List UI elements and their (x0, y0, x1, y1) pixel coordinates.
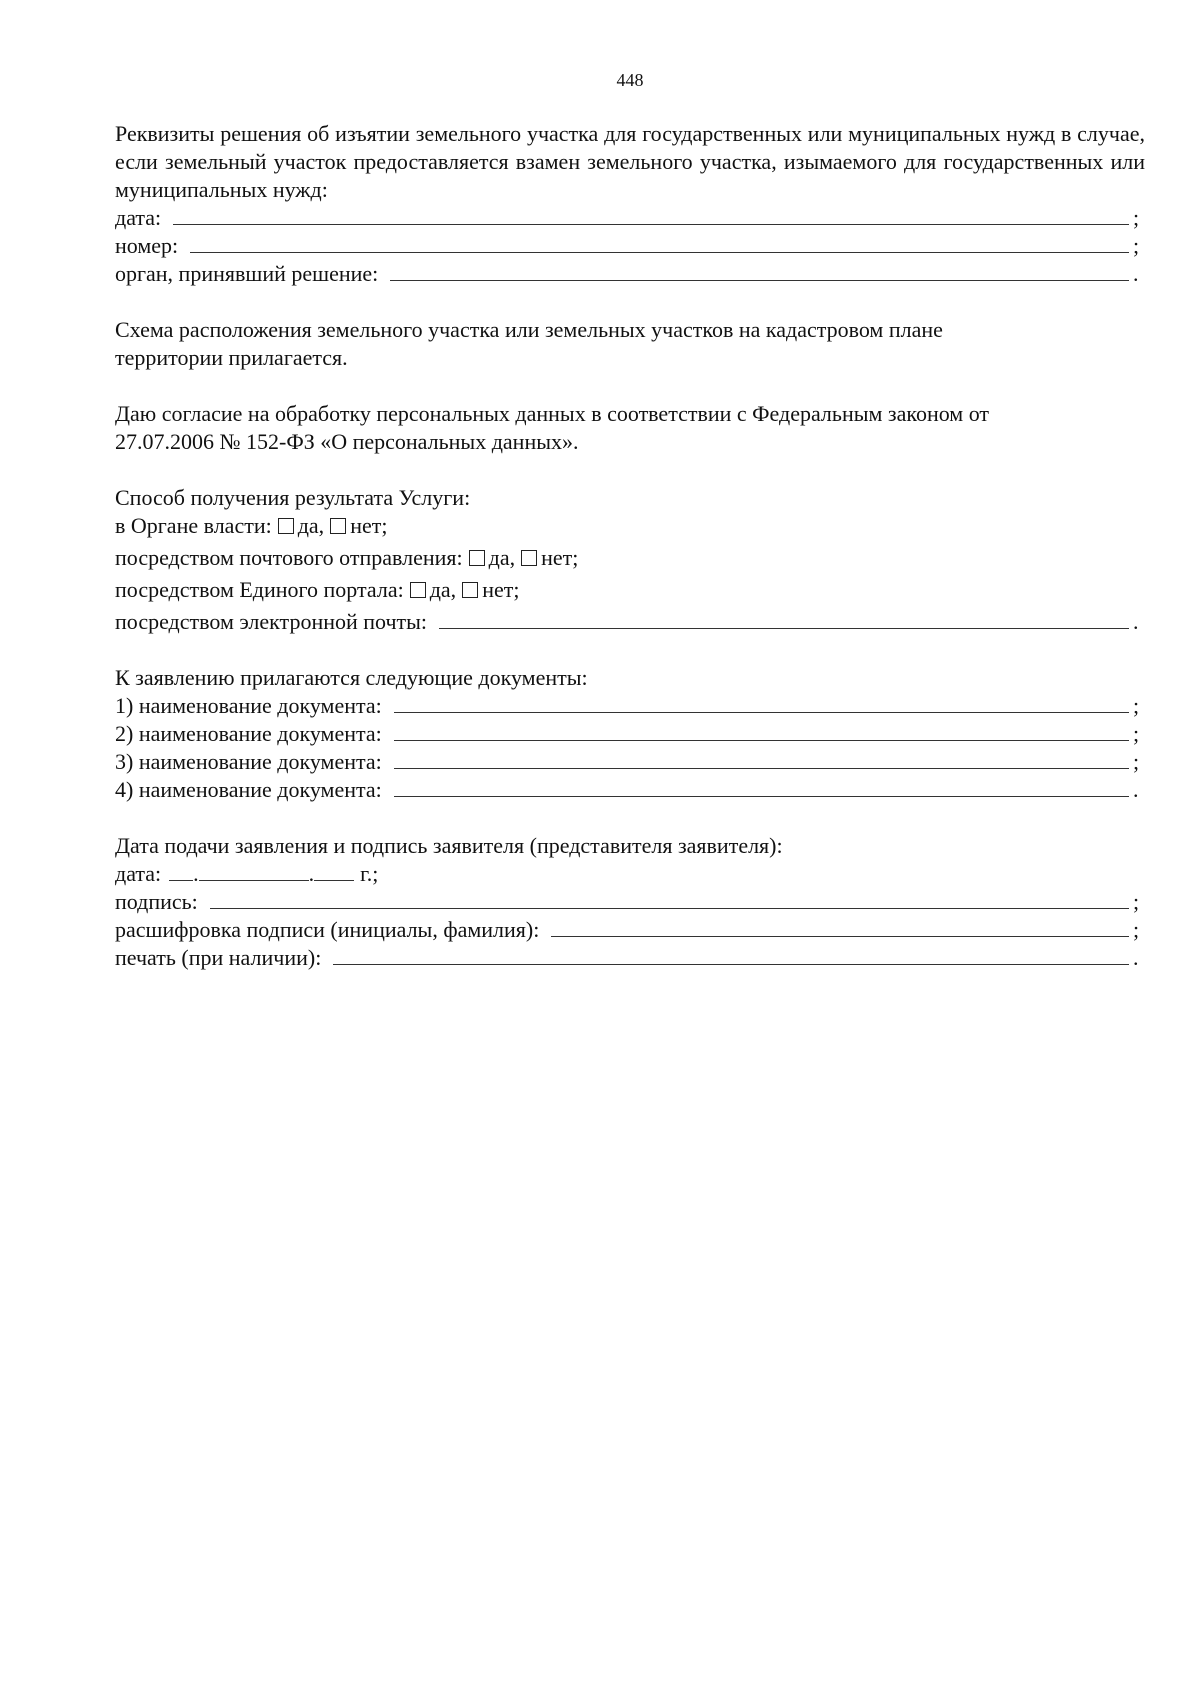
semicolon: ; (1133, 233, 1140, 258)
option-yes-label: да, (297, 513, 325, 538)
submission-date-row (115, 860, 1145, 888)
result-email-row (115, 608, 1145, 636)
attachment-label: 1) наименование документа: (115, 693, 382, 718)
option-no[interactable] (521, 544, 578, 572)
signature-field[interactable] (210, 888, 1129, 909)
day-field[interactable] (169, 860, 193, 881)
requisites-number-row (115, 232, 1145, 260)
checkbox-icon[interactable] (469, 550, 485, 566)
attachment-row (115, 776, 1145, 804)
submission-heading: Дата подачи заявления и подпись заявителя (представителя заявителя): (115, 833, 783, 858)
attachment-field[interactable] (394, 692, 1129, 713)
date-separator: . (308, 861, 315, 886)
submission-date-label: дата: (115, 861, 162, 886)
email-field[interactable] (439, 608, 1129, 629)
semicolon: ; (1133, 205, 1140, 230)
result-method-heading: Способ получения результата Услуги: (115, 485, 471, 510)
result-option-authority (115, 512, 1145, 544)
requisites-intro: Реквизиты решения об изъятии земельного участка для государственных или муниципальных нужд в случае, если земельный участок предоставляется взамен земельного участка, изымаемого для государственных или муниципальных нужд: (115, 121, 1145, 202)
option-no[interactable] (330, 512, 387, 540)
option-yes-label: да, (429, 577, 457, 602)
scheme-statement: Схема расположения земельного участка или земельных участков на кадастровом плане территории прилагается. (115, 317, 943, 370)
checkbox-icon[interactable] (278, 518, 294, 534)
requisites-authority-field[interactable] (390, 260, 1129, 281)
requisites-authority-label: орган, принявший решение: (115, 261, 379, 286)
requisites-authority-row (115, 260, 1145, 288)
result-option-portal (115, 576, 1145, 608)
option-no-label: нет; (350, 513, 388, 538)
option-yes[interactable] (469, 544, 515, 572)
signature-decoding-label: расшифровка подписи (инициалы, фамилия): (115, 917, 540, 942)
option-no-label: нет; (482, 577, 520, 602)
option-yes[interactable] (278, 512, 324, 540)
requisites-date-label: дата: (115, 205, 162, 230)
signature-row (115, 888, 1145, 916)
semicolon: ; (1133, 749, 1140, 774)
attachment-row (115, 748, 1145, 776)
year-field[interactable] (314, 860, 354, 881)
page-number: 448 (616, 70, 644, 90)
attachment-label: 2) наименование документа: (115, 721, 382, 746)
result-email-label: посредством электронной почты: (115, 609, 428, 634)
result-option-post (115, 544, 1145, 576)
semicolon: ; (1133, 889, 1140, 914)
period: . (1133, 609, 1139, 634)
attachment-field[interactable] (394, 748, 1129, 769)
result-option-label: в Органе власти: (115, 513, 272, 538)
option-yes-label: да, (488, 545, 516, 570)
attachments-heading: К заявлению прилагаются следующие документы: (115, 665, 588, 690)
requisites-number-field[interactable] (190, 232, 1129, 253)
period: . (1133, 945, 1139, 970)
requisites-date-field[interactable] (173, 204, 1129, 225)
checkbox-icon[interactable] (521, 550, 537, 566)
application-form (115, 120, 1145, 972)
semicolon: ; (1133, 917, 1140, 942)
attachment-row (115, 692, 1145, 720)
consent-statement: Даю согласие на обработку персональных данных в соответствии с Федеральным законом от 27.07.2006 № 152-ФЗ «О персональных данных». (115, 401, 990, 454)
checkbox-icon[interactable] (462, 582, 478, 598)
option-no-label: нет; (541, 545, 579, 570)
option-no[interactable] (462, 576, 519, 604)
signature-label: подпись: (115, 889, 198, 914)
year-suffix: г.; (360, 861, 379, 886)
stamp-label: печать (при наличии): (115, 945, 322, 970)
result-option-label: посредством почтового отправления: (115, 545, 463, 570)
month-field[interactable] (199, 860, 309, 881)
requisites-number-label: номер: (115, 233, 179, 258)
date-separator: . (193, 861, 199, 886)
checkbox-icon[interactable] (410, 582, 426, 598)
checkbox-icon[interactable] (330, 518, 346, 534)
attachment-row (115, 720, 1145, 748)
signature-decoding-field[interactable] (551, 916, 1129, 937)
attachment-field[interactable] (394, 720, 1129, 741)
attachment-label: 4) наименование документа: (115, 777, 382, 802)
period: . (1133, 777, 1139, 802)
attachment-field[interactable] (394, 776, 1129, 797)
stamp-row (115, 944, 1145, 972)
result-option-label: посредством Единого портала: (115, 577, 404, 602)
requisites-date-row (115, 204, 1145, 232)
semicolon: ; (1133, 721, 1140, 746)
stamp-field[interactable] (333, 944, 1129, 965)
period: . (1133, 261, 1139, 286)
attachment-label: 3) наименование документа: (115, 749, 382, 774)
option-yes[interactable] (410, 576, 456, 604)
semicolon: ; (1133, 693, 1140, 718)
signature-decoding-row (115, 916, 1145, 944)
